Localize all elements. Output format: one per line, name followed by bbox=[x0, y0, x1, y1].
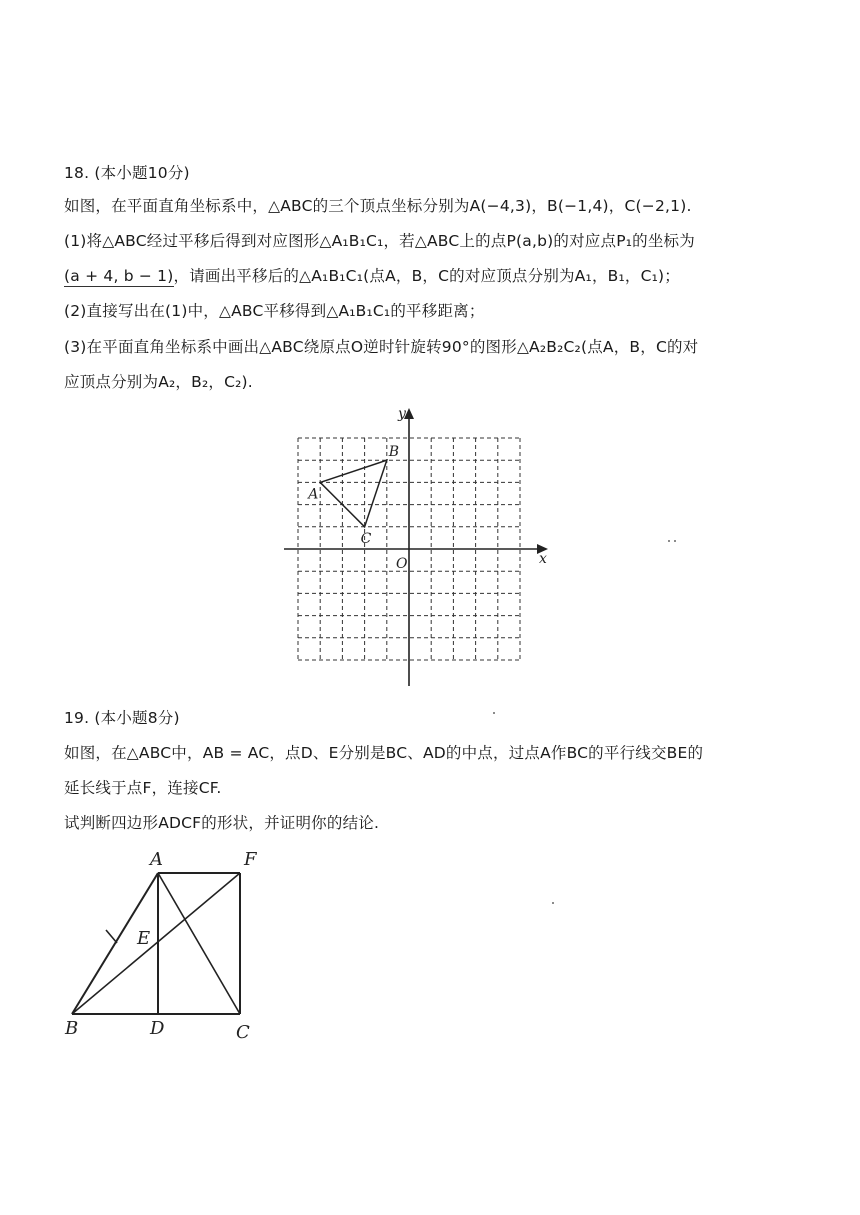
scan-speck bbox=[493, 712, 495, 714]
y-axis-label: y bbox=[398, 406, 406, 422]
q19-stem-line1: 如图，在△ABC中，AB = AC，点D、E分别是BC、AD的中点，过点A作BC的平行线交BE的 bbox=[64, 744, 704, 762]
origin-label: O bbox=[396, 556, 408, 572]
q18-translation-coordinate: (a + 4, b − 1) bbox=[64, 267, 174, 285]
q18-header: 18. (本小题10分) bbox=[64, 164, 190, 182]
q18-part1-line2-rest: ，请画出平移后的△A₁B₁C₁(点A，B，C的对应顶点分别为A₁，B₁，C₁)； bbox=[173, 267, 680, 285]
point-a-label: A bbox=[150, 849, 163, 870]
point-e-label: E bbox=[137, 928, 151, 949]
point-d-label: D bbox=[150, 1018, 165, 1039]
triangle-abc-outline bbox=[320, 460, 387, 527]
scan-speck bbox=[552, 902, 554, 904]
x-axis-label: x bbox=[539, 551, 547, 567]
tick-mark bbox=[106, 930, 117, 943]
axes bbox=[284, 406, 548, 686]
point-f-label: F bbox=[244, 849, 257, 870]
q19-question: 试判断四边形ADCF的形状，并证明你的结论. bbox=[64, 814, 380, 832]
quadrilateral-figure bbox=[64, 849, 258, 1043]
q18-stem: 如图，在平面直角坐标系中，△ABC的三个顶点坐标分别为A(−4,3)，B(−1,4)，C(−2,1). bbox=[64, 197, 692, 215]
point-c-label: C bbox=[236, 1022, 250, 1043]
point-b-label: B bbox=[65, 1018, 79, 1039]
q18-part1-line1: (1)将△ABC经过平移后得到对应图形△A₁B₁C₁，若△ABC上的点P(a,b)的对应点P₁的坐标为 bbox=[64, 232, 695, 250]
scan-speck bbox=[668, 540, 670, 542]
vertex-c-label: C bbox=[360, 530, 372, 547]
vertex-b-label: B bbox=[388, 444, 400, 461]
segment-ac bbox=[158, 873, 240, 1014]
scan-speck bbox=[674, 540, 676, 542]
q19-header: 19. (本小题8分) bbox=[64, 709, 180, 727]
q18-part3-line1: (3)在平面直角坐标系中画出△ABC绕原点O逆时针旋转90°的图形△A₂B₂C₂(点A，B，C的对 bbox=[64, 338, 699, 356]
segment-bf bbox=[72, 873, 240, 1014]
q19-stem-line2: 延长线于点F，连接CF. bbox=[64, 779, 222, 797]
q18-part3-line2: 应顶点分别为A₂，B₂，C₂). bbox=[64, 373, 253, 391]
vertex-a-label: A bbox=[308, 486, 319, 503]
q18-part2: (2)直接写出在(1)中，△ABC平移得到△A₁B₁C₁的平移距离； bbox=[64, 302, 485, 320]
